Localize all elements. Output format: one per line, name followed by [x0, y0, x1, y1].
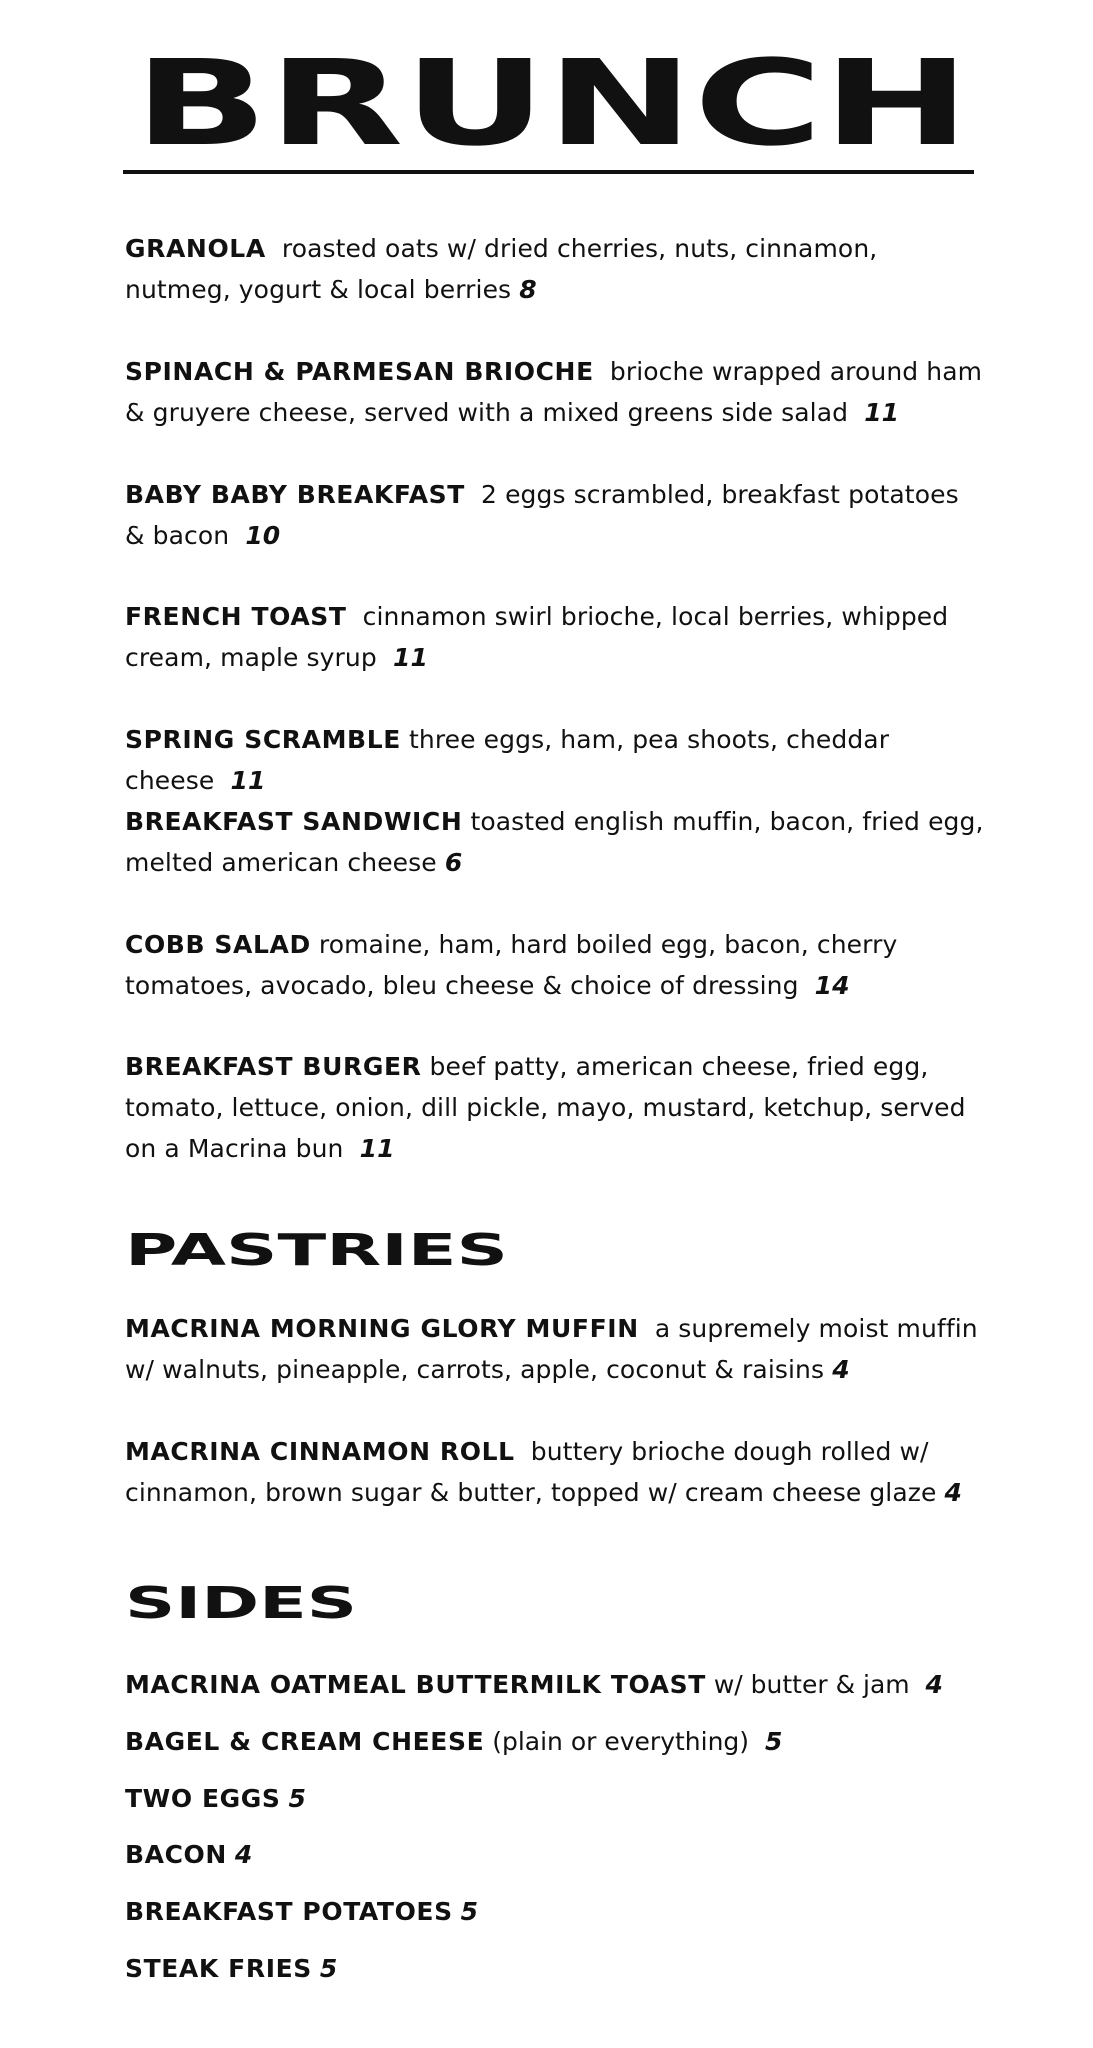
menu-item-breakfast-burger — [125, 1046, 985, 1169]
item-price: 4 — [925, 1670, 943, 1699]
menu-item-spring-scramble — [125, 719, 985, 801]
item-description: a supremely moist muffin w/ walnuts, pineapple, carrots, apple, coconut & raisins — [125, 1314, 978, 1384]
item-price: 5 — [288, 1784, 306, 1813]
item-name: SPINACH & PARMESAN BRIOCHE — [125, 357, 594, 386]
item-name: BACON — [125, 1840, 227, 1869]
item-price: 11 — [359, 1134, 395, 1163]
item-description: beef patty, american cheese, fried egg, tomato, lettuce, onion, dill pickle, mayo, mustard, ketchup, served on a Macrina bun — [125, 1052, 966, 1163]
item-description: buttery brioche dough rolled w/ cinnamon, brown sugar & butter, topped w/ cream cheese glaze — [125, 1437, 937, 1507]
item-price: 8 — [519, 275, 537, 304]
item-description: (plain or everything) — [492, 1727, 750, 1756]
item-name: MACRINA CINNAMON ROLL — [125, 1437, 515, 1466]
menu-item-spinach-parmesan-brioche — [125, 351, 985, 433]
item-name: FRENCH TOAST — [125, 602, 347, 631]
item-price: 5 — [460, 1897, 479, 1926]
item-description: toasted english muffin, bacon, fried egg, melted american cheese — [125, 807, 984, 877]
item-description: 2 eggs scrambled, breakfast potatoes & bacon — [125, 480, 959, 550]
menu-item-breakfast-sandwich — [125, 801, 985, 883]
side-item-oatmeal-buttermilk-toast — [125, 1667, 943, 1703]
section-heading-pastries — [125, 1232, 510, 1268]
item-price: 11 — [230, 766, 266, 795]
item-name: MACRINA OATMEAL BUTTERMILK TOAST — [125, 1670, 706, 1699]
item-price: 4 — [944, 1478, 963, 1507]
title-divider — [123, 170, 974, 174]
section-heading-text: PASTRIES — [125, 1232, 508, 1268]
item-name: COBB SALAD — [125, 930, 311, 959]
menu-item-cinnamon-roll — [125, 1431, 985, 1513]
item-price: 5 — [319, 1954, 338, 1983]
item-name: GRANOLA — [125, 234, 266, 263]
item-description: romaine, ham, hard boiled egg, bacon, cherry tomatoes, avocado, bleu cheese & choice of dressing — [125, 930, 898, 1000]
menu-item-french-toast — [125, 596, 985, 678]
item-price: 4 — [234, 1840, 253, 1869]
side-item-two-eggs — [125, 1781, 306, 1817]
item-name: BREAKFAST BURGER — [125, 1052, 422, 1081]
menu-item-granola — [125, 228, 985, 310]
item-name: BREAKFAST POTATOES — [125, 1897, 453, 1926]
item-price: 4 — [832, 1355, 850, 1384]
item-price: 14 — [814, 971, 850, 1000]
side-item-breakfast-potatoes — [125, 1894, 478, 1930]
item-description: roasted oats w/ dried cherries, nuts, cinnamon, nutmeg, yogurt & local berries — [125, 234, 878, 304]
side-item-bacon — [125, 1837, 252, 1873]
item-name: BAGEL & CREAM CHEESE — [125, 1727, 485, 1756]
item-name: SPRING SCRAMBLE — [125, 725, 401, 754]
menu-title-text: BRUNCH — [134, 52, 970, 152]
item-price: 11 — [864, 398, 900, 427]
menu-item-baby-baby-breakfast — [125, 474, 985, 556]
menu-item-morning-glory-muffin — [125, 1308, 985, 1390]
item-price: 6 — [444, 848, 463, 877]
side-item-bagel-cream-cheese — [125, 1724, 782, 1760]
menu-title — [132, 52, 972, 152]
side-item-steak-fries — [125, 1951, 337, 1987]
item-description: three eggs, ham, pea shoots, cheddar cheese — [125, 725, 890, 795]
menu-item-cobb-salad — [125, 924, 985, 1006]
item-name: STEAK FRIES — [125, 1954, 312, 1983]
item-description: w/ butter & jam — [713, 1670, 910, 1699]
item-name: MACRINA MORNING GLORY MUFFIN — [125, 1314, 639, 1343]
item-price: 11 — [392, 643, 428, 672]
item-name: TWO EGGS — [125, 1784, 281, 1813]
item-description: cinnamon swirl brioche, local berries, whipped cream, maple syrup — [125, 602, 949, 672]
item-description: brioche wrapped around ham & gruyere cheese, served with a mixed greens side salad — [125, 357, 983, 427]
item-price: 5 — [764, 1727, 783, 1756]
section-heading-sides — [125, 1585, 359, 1621]
item-name: BREAKFAST SANDWICH — [125, 807, 463, 836]
item-price: 10 — [245, 521, 281, 550]
item-name: BABY BABY BREAKFAST — [125, 480, 465, 509]
section-heading-text: SIDES — [125, 1585, 357, 1621]
